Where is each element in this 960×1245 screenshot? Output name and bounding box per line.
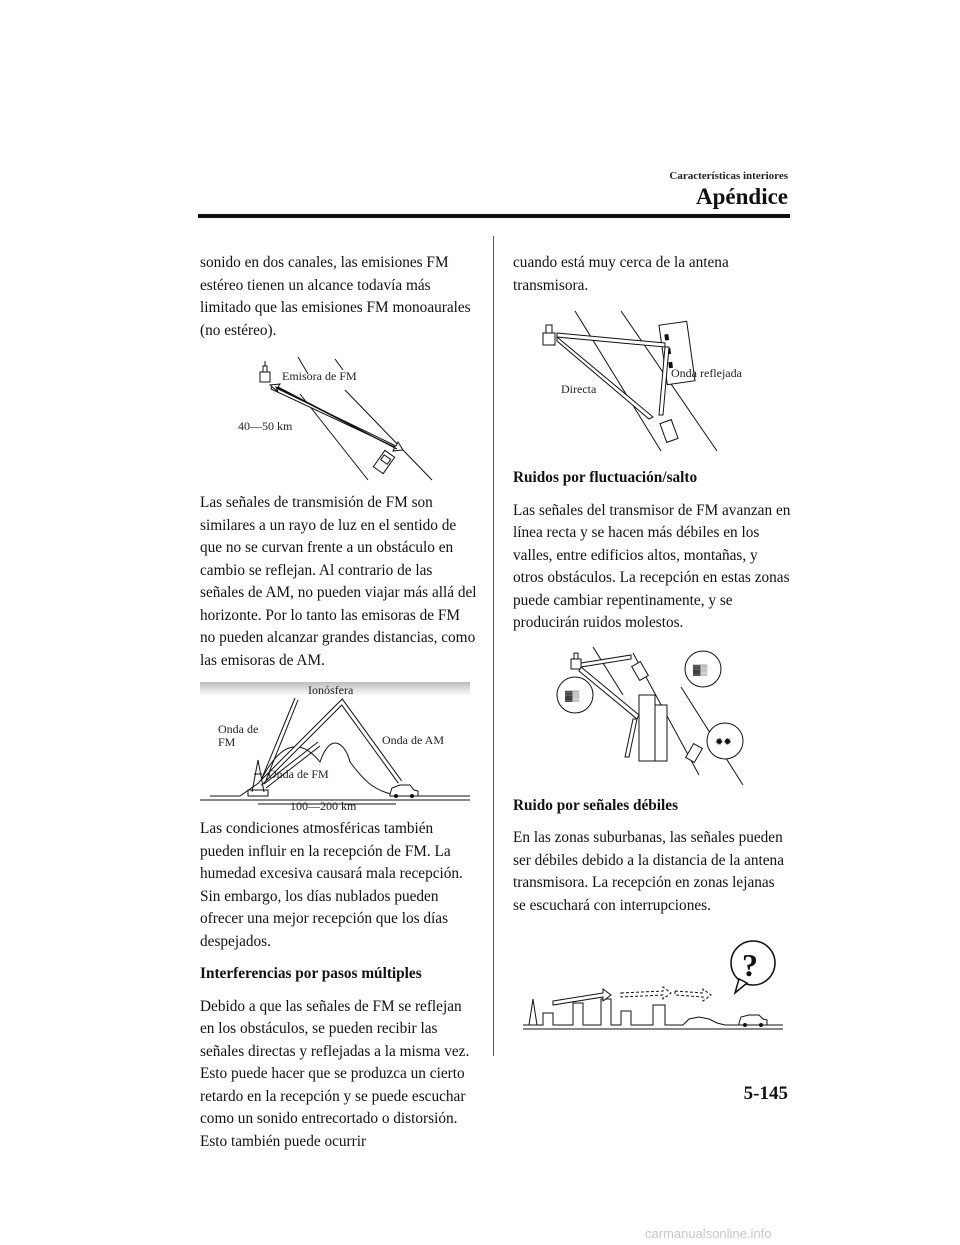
- fm-station-icon: [571, 653, 581, 669]
- transmitter-tower-icon: [529, 999, 537, 1025]
- figure-noise: [513, 645, 791, 785]
- figure-fm-range: [200, 352, 478, 484]
- heading-weak-signal: Ruido por señales débiles: [513, 796, 679, 814]
- figure-ionosphere: [200, 682, 478, 810]
- range-label-am: 100—200 km: [290, 799, 357, 810]
- reflected-wave-label: Onda reflejada: [671, 366, 742, 380]
- left-paragraph-1: sonido en dos canales, las emisiones FM estéreo tienen un alcance todavía más limitado que las emisiones FM monoaurales (no estéreo).: [200, 254, 471, 339]
- fm-station-icon: [260, 361, 270, 382]
- section-label: Características interiores: [669, 170, 788, 182]
- fm-wave-label-low: Onda de FM: [268, 767, 329, 781]
- watermark: carmanualsonline.info: [645, 1226, 772, 1241]
- right-paragraph-3: En las zonas suburbanas, las señales pueden ser débiles debido a la distancia de la antena transmisora. La recepción en zonas lejanas se escuchará con interrupciones.: [513, 829, 784, 914]
- left-paragraph-3: Las condiciones atmosféricas también pueden influir en la recepción de FM. La humedad excesiva causará mala recepción. Sin embargo, los días nublados pueden ofrecer una mejor recepción que los días despejados.: [200, 820, 463, 950]
- car-icon: [739, 1015, 767, 1027]
- range-label: 40—50 km: [238, 419, 293, 433]
- left-column: [200, 252, 478, 1163]
- svg-text:✹✹: ✹✹: [715, 736, 732, 748]
- right-paragraph-2: Las señales del transmisor de FM avanzan en línea recta y se hacen más débiles en los valles, entre edificios altos, montañas, y otros obstáculos. La recepción en estas zonas puede cambiar repentinamente, y se producirán ruidos molestos.: [513, 501, 791, 631]
- header-rule: [198, 214, 790, 218]
- direct-wave-label: Directa: [561, 382, 597, 396]
- figure-weak-signal: [513, 939, 791, 1035]
- left-paragraph-2: Las señales de transmisión de FM son similares a un rayo de luz en el sentido de que no se curvan frente a un obstáculo en cambio se reflejan. Al contrario de las señales de AM, no pueden viajar más allá del horizonte. Por lo tanto las emisoras de FM no pueden alcanzar grandes distancias, como las emisoras de AM.: [200, 494, 477, 669]
- fm-station-label: Emisora de FM: [282, 369, 357, 383]
- svg-text:▓▒: ▓▒: [693, 664, 708, 676]
- right-column: [513, 252, 791, 1035]
- right-paragraph-1: cuando está muy cerca de la antena transmisora.: [513, 254, 729, 294]
- page-title: Apéndice: [696, 184, 788, 209]
- page-number: 5-145: [743, 1083, 788, 1104]
- question-bubble-icon: [731, 941, 775, 993]
- fm-station-icon: [543, 325, 555, 345]
- building-icon: [639, 695, 667, 761]
- car-icon: [373, 450, 394, 473]
- car-icon: [390, 785, 418, 798]
- left-paragraph-4: Debido a que las señales de FM se reflejan en los obstáculos, se pueden recibir las señales directas y reflejadas a la misma vez. Esto puede hacer que se produzca un cierto retardo en la recepción y se puede escuchar como un sonido entrecortado o distorsión. Esto también puede ocurrir: [200, 997, 470, 1150]
- column-divider: [493, 236, 494, 1056]
- heading-multipath: Interferencias por pasos múltiples: [200, 965, 422, 982]
- ionosphere-label: Ionósfera: [308, 683, 354, 697]
- fm-wave-label-top-2: FM: [218, 735, 236, 749]
- svg-text:▓▒: ▓▒: [565, 690, 580, 702]
- car-icon: [660, 420, 678, 443]
- question-mark: ?: [742, 947, 758, 983]
- fm-wave-label-top-1: Onda de: [218, 722, 259, 736]
- heading-fluctuation: Ruidos por fluctuación/salto: [513, 469, 698, 486]
- figure-reflected-wave: [513, 303, 791, 459]
- am-wave-label: Onda de AM: [382, 733, 444, 747]
